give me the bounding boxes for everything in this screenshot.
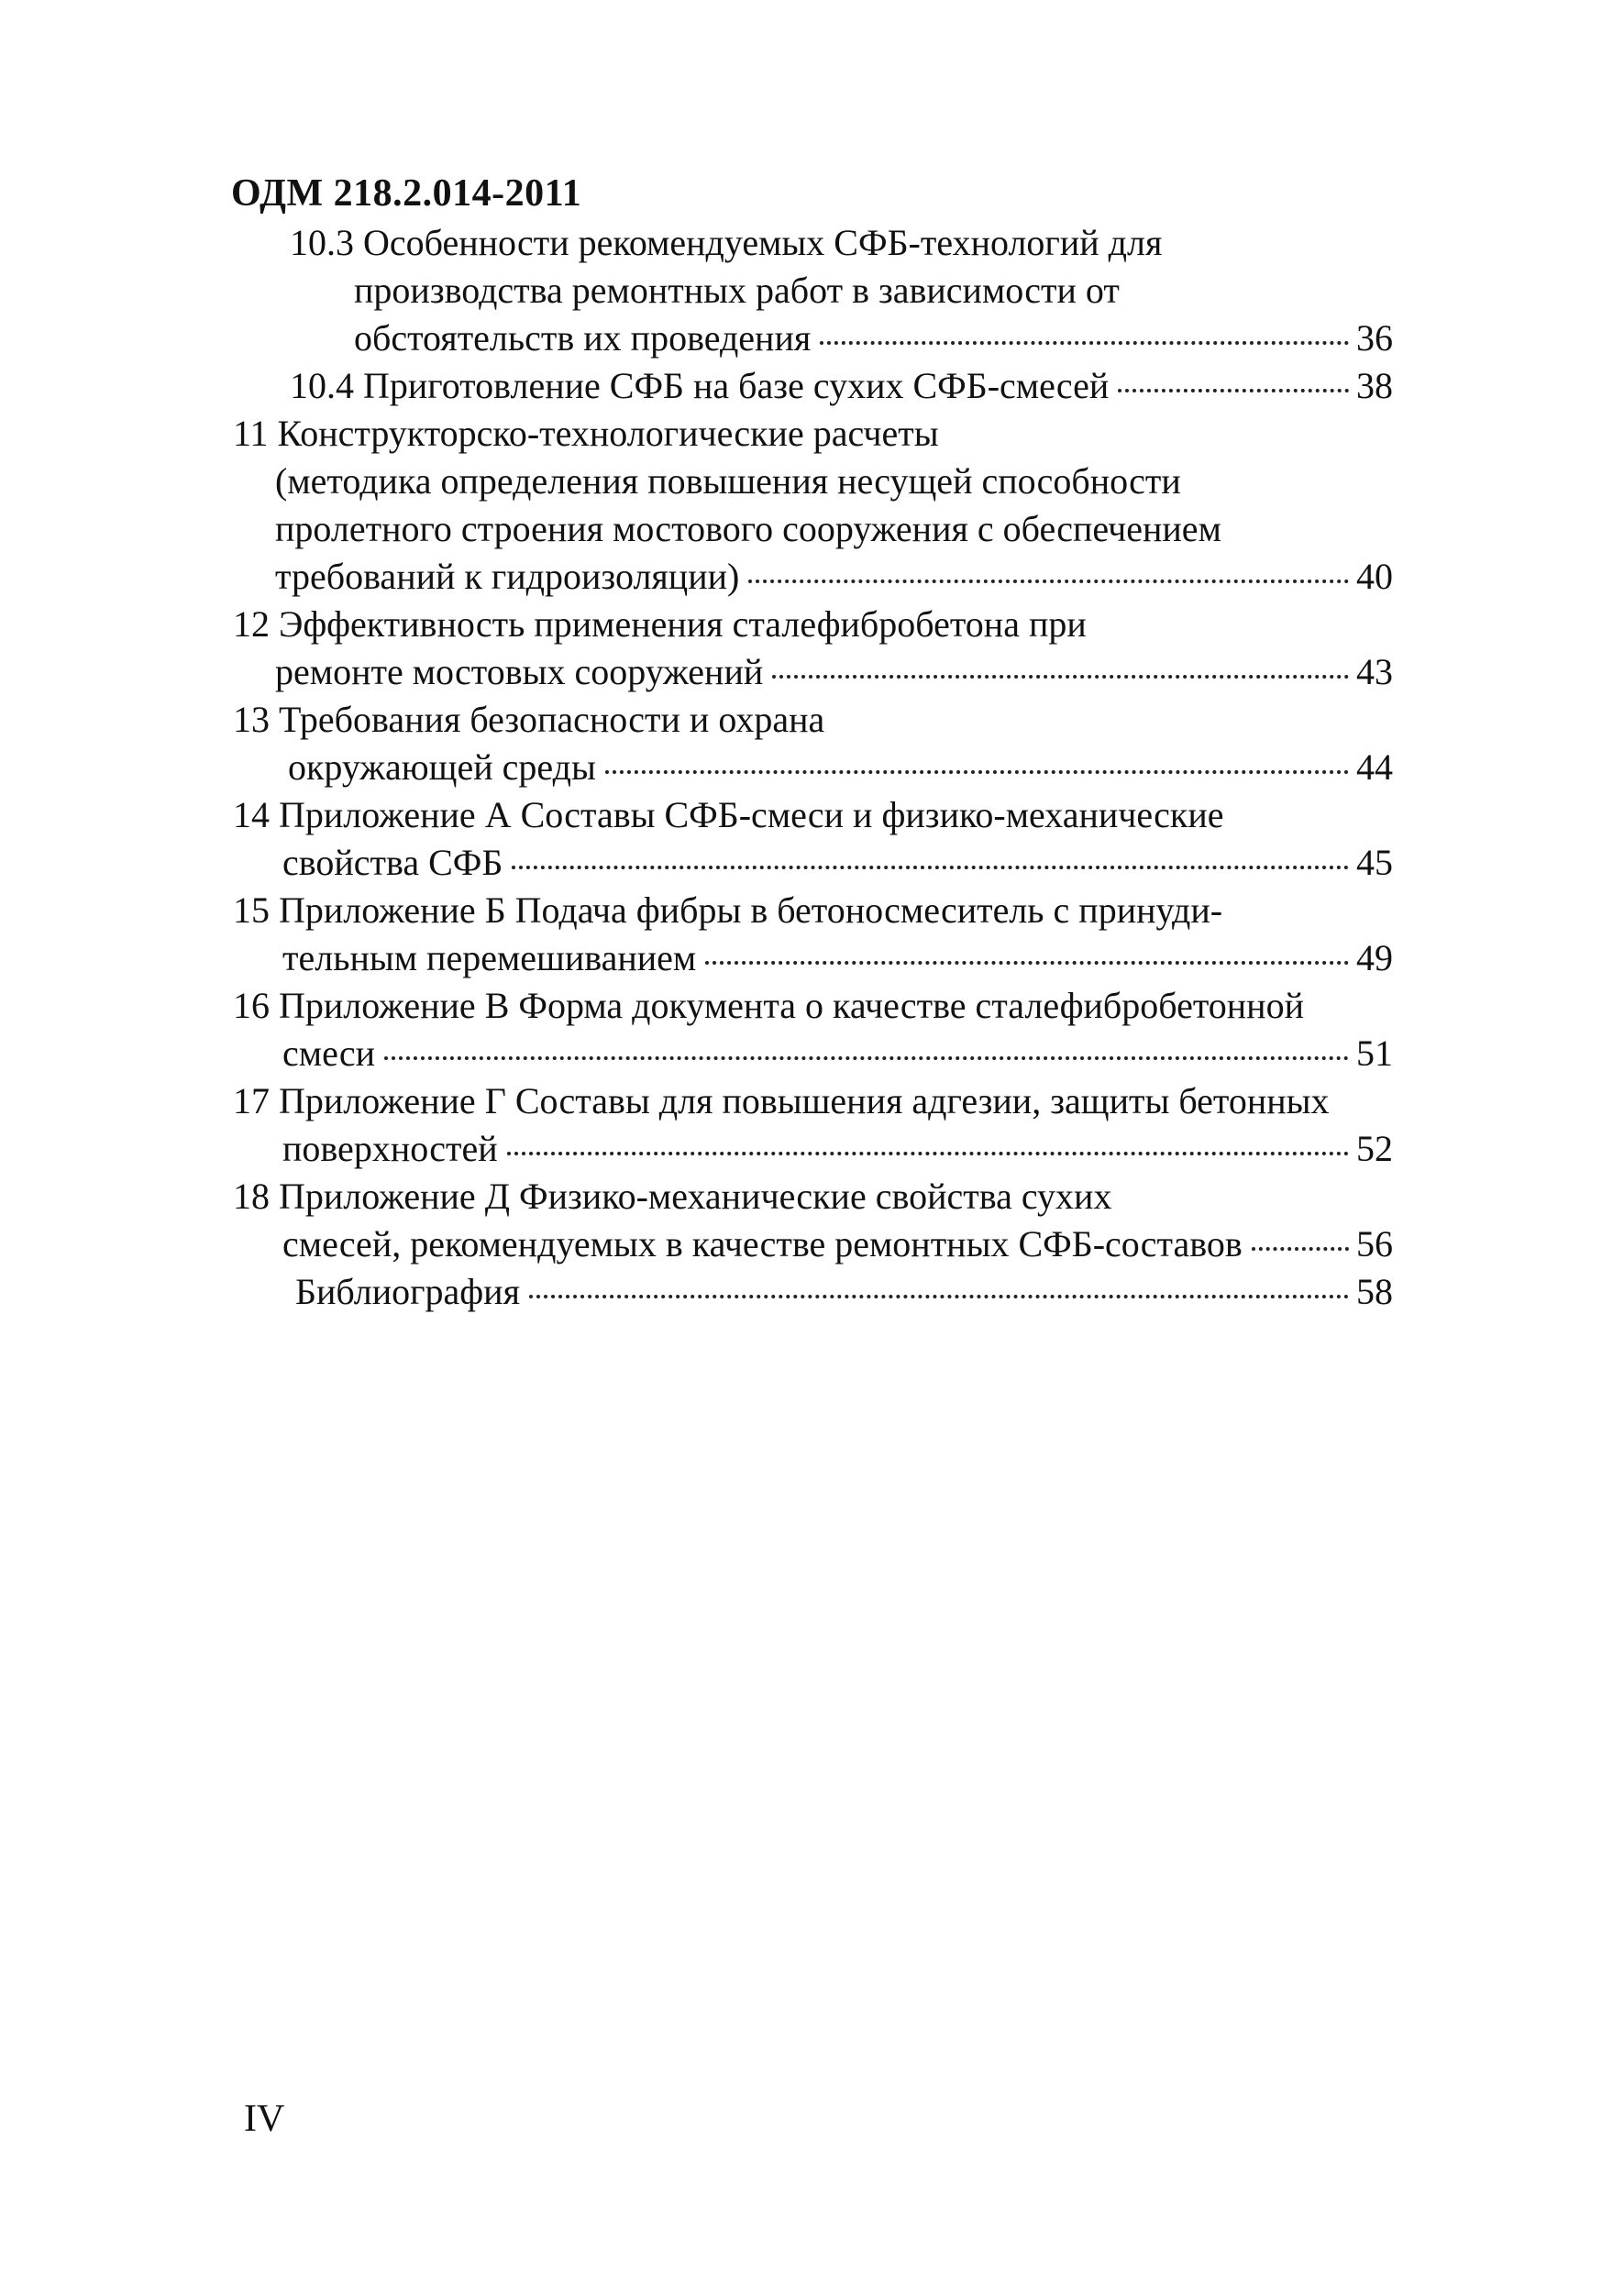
toc-entry-13-text: окружающей среды	[288, 746, 596, 788]
toc-entry-11-line-3: пролетного строения мостового сооружения с обеспечением	[275, 508, 1221, 549]
toc-entry-14-line-2	[282, 840, 1393, 886]
toc-entry-12-line-1: 12 Эффективность применения сталефибробетона при	[233, 603, 1087, 645]
toc-entry-12-text: ремонте мостовых сооружений	[275, 651, 764, 692]
toc-entry-bibliography	[295, 1269, 1393, 1315]
toc-entry-15-line-2	[282, 935, 1393, 981]
toc-entry-11-line-4	[275, 554, 1393, 600]
dot-leader	[772, 675, 1349, 679]
dot-leader	[820, 341, 1349, 345]
toc-entry-16-line-2	[282, 1031, 1393, 1077]
toc-entry-12-page: 43	[1356, 651, 1393, 692]
toc-entry-15-line-1: 15 Приложение Б Подача фибры в бетоносмеситель с принуди-	[233, 889, 1223, 931]
toc-entry-14-text: свойства СФБ	[282, 842, 503, 883]
toc-entry-16-text: смеси	[282, 1033, 375, 1074]
toc-entry-10-3-text: обстоятельств их проведения	[354, 317, 812, 359]
toc-entry-bibliography-page: 58	[1356, 1271, 1393, 1312]
toc-entry-10-4	[290, 363, 1393, 409]
toc-entry-17-line-2	[282, 1126, 1393, 1172]
toc-entry-18-line-2	[282, 1221, 1393, 1267]
toc-entry-14-line-1: 14 Приложение А Составы СФБ-смеси и физико-механические	[233, 794, 1224, 835]
dot-leader	[748, 580, 1349, 583]
dot-leader	[1118, 389, 1349, 392]
toc-entry-16-line-1: 16 Приложение В Форма документа о качестве сталефибробетонной	[233, 985, 1304, 1026]
toc-entry-11-page: 40	[1356, 556, 1393, 597]
toc-entry-15-text: тельным перемешиванием	[282, 937, 697, 978]
toc-entry-10-4-text: 10.4 Приготовление СФБ на базе сухих СФБ-смесей	[290, 365, 1110, 406]
toc-entry-18-text: смесей, рекомендуемых в качестве ремонтных СФБ-составов	[282, 1223, 1243, 1265]
toc-entry-10-3-line-3	[354, 315, 1393, 361]
toc-entry-16-page: 51	[1356, 1033, 1393, 1074]
dot-leader	[384, 1056, 1349, 1060]
toc-entry-11-text: требований к гидроизоляции)	[275, 556, 740, 597]
toc-entry-11-line-2: (методика определения повышения несущей способности	[275, 460, 1181, 502]
toc-entry-13-page: 44	[1356, 746, 1393, 788]
toc-entry-10-4-page: 38	[1356, 365, 1393, 406]
toc-entry-13-line-2	[288, 745, 1393, 790]
dot-leader	[1252, 1247, 1349, 1251]
dot-leader	[507, 1152, 1349, 1155]
toc-entry-10-3-line-1: 10.3 Особенности рекомендуемых СФБ-технологий для	[290, 222, 1163, 263]
toc-entry-12-line-2	[275, 649, 1393, 695]
toc-entry-bibliography-text: Библиография	[295, 1271, 520, 1312]
toc-entry-18-page: 56	[1356, 1223, 1393, 1265]
toc-entry-10-3-page: 36	[1356, 317, 1393, 359]
toc-entry-13-line-1: 13 Требования безопасности и охрана	[233, 699, 825, 740]
toc-entry-15-page: 49	[1356, 937, 1393, 978]
toc-entry-18-line-1: 18 Приложение Д Физико-механические свойства сухих	[233, 1176, 1112, 1217]
toc-entry-17-line-1: 17 Приложение Г Составы для повышения адгезии, защиты бетонных	[233, 1080, 1330, 1121]
toc-entry-10-3-line-2: производства ремонтных работ в зависимости от	[354, 270, 1120, 311]
toc-entry-14-page: 45	[1356, 842, 1393, 883]
dot-leader	[512, 866, 1349, 869]
toc-entry-17-text: поверхностей	[282, 1128, 498, 1169]
page-number: IV	[244, 2098, 285, 2140]
dot-leader	[705, 961, 1349, 965]
toc-entry-11-line-1: 11 Конструкторско-технологические расчеты	[233, 413, 939, 454]
toc-entry-17-page: 52	[1356, 1128, 1393, 1169]
document-id: ОДМ 218.2.014-2011	[231, 172, 582, 215]
dot-leader	[605, 770, 1349, 774]
dot-leader	[529, 1295, 1349, 1298]
